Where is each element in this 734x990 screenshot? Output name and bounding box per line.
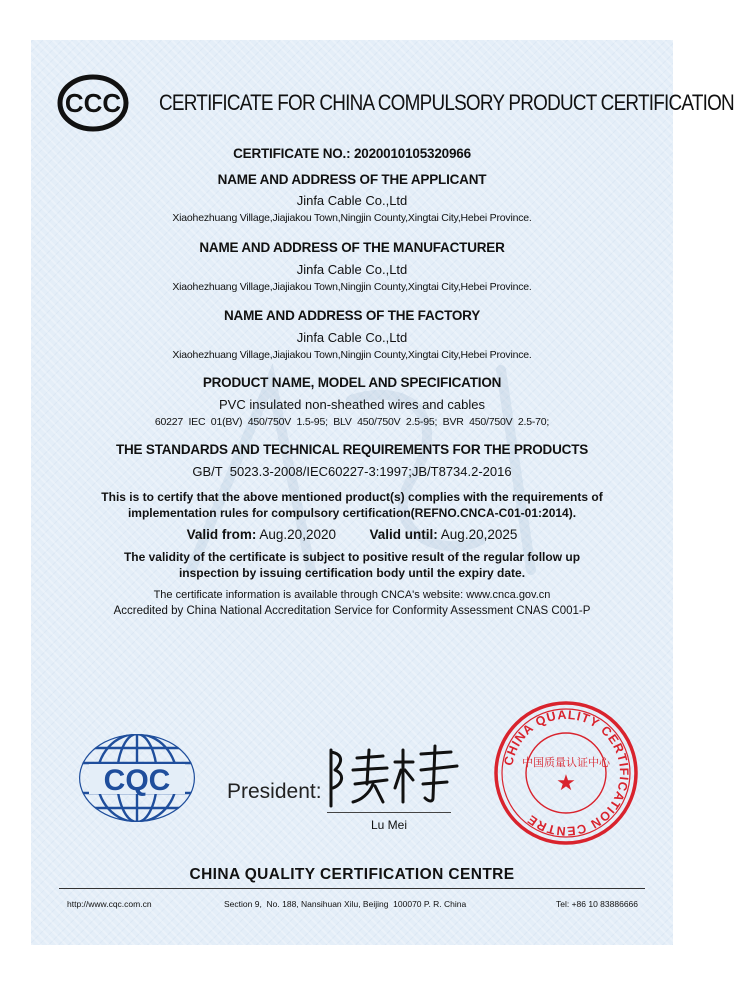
applicant-name: Jinfa Cable Co.,Ltd [296,193,408,208]
signature-line [327,812,451,813]
product-heading: PRODUCT NAME, MODEL AND SPECIFICATION [202,375,502,390]
svg-text:CQC: CQC [103,764,171,797]
applicant-heading: NAME AND ADDRESS OF THE APPLICANT [217,172,487,187]
valid-from-value: Aug.20,2020 [259,527,336,542]
certificate-number: CERTIFICATE NO.: 2020010105320966 [233,146,471,161]
svg-text:★: ★ [556,771,576,796]
svg-text:中国质量认证中心: 中国质量认证中心 [522,756,610,769]
footer-website: http://www.cqc.com.cn [67,899,152,909]
svg-text:CHINA QUALITY CERTIFICATION CE: CHINA QUALITY CERTIFICATION CENTRE [501,707,632,839]
factory-heading: NAME AND ADDRESS OF THE FACTORY [223,308,481,323]
president-signature [317,740,477,810]
standards-heading: THE STANDARDS AND TECHNICAL REQUIREMENTS FOR THE PRODUCTS [115,442,589,457]
manufacturer-address: Xiaohezhuang Village,Jiajiakou Town,Ningjin County,Xingtai City,Hebei Province. [172,281,532,293]
valid-from-label: Valid from: [186,527,257,542]
red-seal-stamp [493,700,639,846]
certificate-title: CERTIFICATE FOR CHINA COMPULSORY PRODUCT CERTIFICATION [159,90,734,115]
issuing-centre-name: CHINA QUALITY CERTIFICATION CENTRE [189,866,515,883]
valid-until-value: Aug.20,2025 [440,527,518,542]
president-name: Lu Mei [370,818,408,832]
svg-text:CCC: CCC [64,88,122,118]
product-name: PVC insulated non-sheathed wires and cables [219,397,485,412]
product-models: 60227 IEC 01(BV) 450/750V 1.5-95; BLV 450/750V 2.5-95; BVR 450/750V 2.5-70; [154,416,550,428]
certificate-sheet [31,40,734,945]
valid-until-label: Valid until: [369,527,438,542]
president-label: President: [227,780,322,803]
certify-statement-line2: implementation rules for compulsory certification(REFNO.CNCA-C01-01:2014). [127,506,577,520]
standards-value: GB/T 5023.3-2008/IEC60227-3:1997;JB/T8734.2-2016 [192,464,512,479]
manufacturer-heading: NAME AND ADDRESS OF THE MANUFACTURER [199,240,505,255]
footer-address: Section 9, No. 188, Nansihuan Xilu, Beijing 100070 P. R. China [224,899,467,909]
cqc-logo [75,730,199,826]
validity-note-line1: The validity of the certificate is subject to positive result of the regular follow up [123,550,581,564]
ccc-logo [57,74,129,132]
footer-divider [59,888,645,889]
validity-dates [31,527,673,542]
applicant-address: Xiaohezhuang Village,Jiajiakou Town,Ningjin County,Xingtai City,Hebei Province. [172,212,532,224]
validity-note-line2: inspection by issuing certification body until the expiry date. [178,566,526,580]
factory-name: Jinfa Cable Co.,Ltd [296,330,408,345]
footer-telephone: Tel: +86 10 83886666 [556,899,639,909]
factory-address: Xiaohezhuang Village,Jiajiakou Town,Ningjin County,Xingtai City,Hebei Province. [172,349,532,361]
cnca-info-line: The certificate information is available through CNCA's website: www.cnca.gov.cn [153,589,551,601]
accreditation-line: Accredited by China National Accreditation Service for Conformity Assessment CNAS C001-P [113,605,591,617]
manufacturer-name: Jinfa Cable Co.,Ltd [296,262,408,277]
certify-statement-line1: This is to certify that the above mentioned product(s) complies with the requirements of [101,490,603,504]
